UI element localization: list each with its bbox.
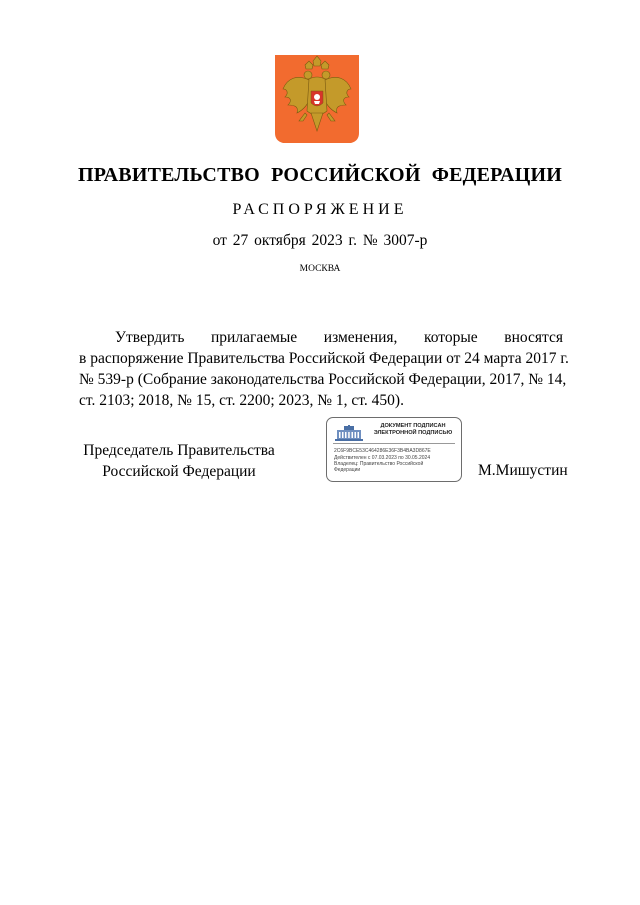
body-line: ст. 2103; 2018, № 15, ст. 2200; 2023, № 1, ст. 450). — [79, 392, 404, 409]
order-body — [79, 327, 569, 411]
organization-title: ПРАВИТЕЛЬСТВО РОССИЙСКОЙ ФЕДЕРАЦИИ — [78, 164, 562, 186]
coat-of-arms-icon — [275, 55, 359, 143]
stamp-divider — [333, 443, 455, 444]
signatory-role-line: Председатель Правительства — [83, 442, 275, 459]
signatory-role — [79, 440, 279, 482]
stamp-heading: ДОКУМЕНТ ПОДПИСАН ЭЛЕКТРОННОЙ ПОДПИСЬЮ — [373, 423, 453, 436]
stamp-certificate: 2C6F9BCE53C464286E36F3B4BA3D867E — [334, 448, 431, 454]
body-line: в распоряжение Правительства Российской Федерации от 24 марта 2017 г. — [79, 350, 569, 367]
signatory-name: М.Мишустин — [478, 462, 568, 479]
stamp-owner: Владелец: Правительство Российской — [334, 461, 424, 467]
stamp-owner: Федерации — [334, 467, 361, 473]
electronic-signature-stamp — [326, 417, 462, 482]
stamp-validity: Действителен с 07.03.2023 по 30.05.2024 — [334, 455, 431, 461]
document-type: РАСПОРЯЖЕНИЕ — [232, 201, 408, 218]
body-line: Утвердить прилагаемые изменения, которые вносятся — [115, 329, 563, 346]
government-building-icon — [335, 425, 363, 441]
document-city: МОСКВА — [299, 264, 341, 274]
document-date-number: от 27 октября 2023 г. № 3007-р — [212, 232, 428, 249]
signatory-role-line: Российской Федерации — [102, 463, 256, 480]
body-line: № 539-р (Собрание законодательства Российской Федерации, 2017, № 14, — [79, 371, 567, 388]
